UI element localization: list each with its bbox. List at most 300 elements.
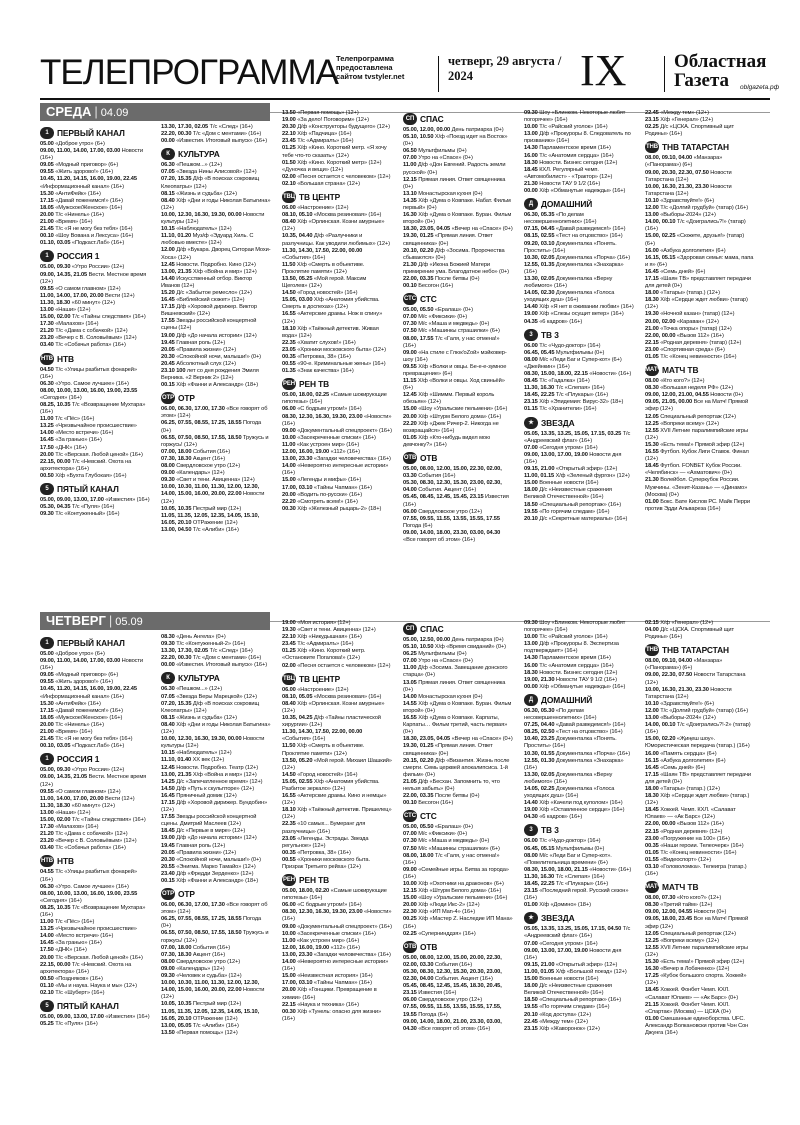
program-listing: 06.30 «Утро. Самое лучшее» (16+): [40, 380, 129, 387]
program-listing: 11.30, 18.30 «60 минут» (12+): [40, 802, 115, 809]
program-listing: 18.30 Х/ф «Сердце ждет любви» (татар.) (12+): [645, 793, 750, 807]
program-listing: 22.20, 00.30 Т/с «Дом с ментами» (16+): [161, 131, 262, 138]
program-listing: 18.45 КХЛ. Регулярный чемп. «Автомобилист» - «Трактор» (12+): [524, 166, 613, 180]
program-listing: 23.10 100 лет со дня рождения Эмиля Верника. «2 Верник 2» (12+): [161, 368, 259, 382]
program-listing: 20.55 «Энигма. Марко Тамайо» (12+): [161, 863, 256, 870]
program-listing: 22.10 Х/ф «Падчица» (16+): [282, 131, 352, 138]
program-listing: 07.30, 18.30 Акцент (16+): [161, 455, 226, 462]
program-listing: 12.45 Х/ф «Шиммм. Первый король обезьян» (12+): [403, 392, 495, 406]
program-listing: 08.15 «Жизнь и судьба» (12+): [161, 714, 237, 721]
channel-name: ЗВЕЗДА: [541, 913, 575, 924]
program-listing: 10.30, 01.55 Документалка «Порча» (16+): [524, 750, 631, 757]
program-listing: 08.40 Х/ф «Дни и годы Николая Батыгина» (12+): [161, 721, 271, 736]
channel-name: ЗВЕЗДА: [541, 417, 575, 428]
program-listing: 05.00, 08.00, 12.00, 15.00, 20.00, 22.30, 02.00, 03.30 События (16+): [403, 954, 502, 968]
program-listing: 03.40 Т/с «Собачья работа» (16+): [40, 342, 126, 349]
program-listing: 01.50 Х/ф «Кино. Короткий метр» (12+): [282, 159, 382, 166]
program-listing: 12.00, 16.00, 19.00 «112» (16+): [282, 449, 360, 456]
program-listing: 18.10 Х/ф «Таёжный детектив. Живая вода» (12+): [282, 325, 379, 339]
program-listing: 01.55 «Видеоспорт» (12+): [645, 856, 712, 863]
program-listing: 20.05 «Правила жизни» (12+): [161, 849, 237, 856]
site-url: oblgazeta.рф: [740, 84, 780, 91]
program-listing: 20.10, 02.20 Д/ф «Зосима. Пророчества сбываются» (0+): [403, 247, 505, 261]
program-listing: 22.10 Х/ф «Никудышная» (16+): [282, 634, 362, 641]
program-listing: 06.00 Т/с «Чудо-доктор» (16+): [524, 342, 601, 349]
program-listing: 19.00 Х/ф «Слезы осущит ветер» (16+): [524, 311, 624, 318]
program-listing: 23.15 «Последний герой. Русский сезон» (16+): [524, 888, 629, 902]
program-listing: 00.30 Х/ф «Тунель: опасно для жизни» (16+): [282, 1008, 382, 1022]
program-listing: 19.30 «Свет и тени. Авиценна» (12+): [282, 627, 376, 634]
program-listing: 03.40 Т/с «Собачья работа» (16+): [40, 845, 126, 852]
channel-logo-icon: ТВЦ: [282, 673, 296, 685]
program-listing: 09.30 Шоу «Блинком. Некоторые любят погорячее» (16+): [524, 110, 626, 124]
program-listing: 19.55 «По горячим следам» (16+): [524, 1004, 610, 1011]
program-listing: 23.15 Х/ф «Генерал» (12+): [645, 117, 714, 124]
channel-header: [40, 1000, 150, 1012]
program-listing: 09.00 «Календарь» (12+): [161, 470, 225, 477]
program-listing: 09.15, 21.00 «Открытый эфир» (12+): [524, 466, 618, 473]
program-listing: 06.00 Т/с «Чудо-доктор» (16+): [524, 838, 601, 845]
program-listing: 02.15 Х/ф «Генерал» (12+): [645, 620, 714, 626]
schedule-column: [161, 634, 271, 1112]
program-listing: 09.00 «Документальный спецпроект» (16+): [282, 923, 392, 930]
channel-logo-icon: 1: [40, 250, 54, 262]
program-listing: 02.25 «Супернинддзя» (16+): [403, 930, 476, 937]
program-listing: 12.15 Х/ф «Штурм Белого дома» (16+): [403, 888, 502, 895]
program-listing: 14.25 Д/с «Запечатленное время» (12+): [161, 778, 263, 785]
program-listing: 15.30 «Есть тема!» Прямой эфир (12+): [645, 959, 745, 966]
program-listing: 05.00, 12.50, 00.00 День патриарха (0+): [403, 637, 504, 643]
program-listing: 07.50 М/с «Машинкы страшилки» (6+): [403, 328, 500, 335]
program-listing: 00.15 Х/ф «Фанни и Александр» (18+): [161, 382, 259, 389]
program-listing: 00.50 Х/ф «Бухта Глубокая» (16+): [40, 472, 127, 479]
schedule-column: [645, 110, 755, 606]
program-listing: 15.05, 03.00 Х/ф «Анатомия убийства. Смерть в доспехах» (12+): [282, 297, 380, 311]
channel-name: СПАС: [420, 114, 444, 124]
program-listing: 13.50, 05.20 «Мой герой. Михаил Шашкий» (12+): [282, 757, 392, 771]
program-listing: 07.00 Утро на «Спасе» (0+): [403, 658, 473, 665]
channel-name: НТВ: [57, 353, 74, 364]
program-listing: 22.00, 03.35 После битвы (0+): [403, 793, 480, 800]
program-listing: 09.05, 21.05, 00.00 Все на Матч! Прямой эфир (12+): [645, 399, 749, 413]
program-listing: 09.00, 13.00, 17.00, 19.00 Новости дня (16+): [524, 451, 622, 465]
program-listing: 09.00, 12.00, 04.55 Новости (0+): [645, 909, 727, 916]
channel-name: НТВ: [57, 856, 74, 867]
program-listing: 19.00 «За дело! Поговорим» (12+): [282, 117, 369, 124]
program-listing: 20.05 «Правила жизни» (12+): [161, 346, 237, 353]
program-listing: 21.05 Д/ф «Бесхан. Запомнить то, что нельзя забыть» (0+): [403, 778, 500, 792]
program-listing: 17.15 Д/ф «Хоровой дирижер. Виктор Вишневский» (12+): [161, 304, 257, 318]
program-listing: 05.05, 13.35, 13.25, 15.05, 17.15, 03.25 Т/с «Андреевский флаг» (16+): [524, 430, 631, 444]
program-listing: 01.10 «Мы и наука. Наука и мы» (12+): [40, 982, 137, 989]
program-listing: 09.00, 12.00, 21.00, 04.55 Новости (0+): [645, 392, 743, 399]
program-listing: 18.00 Д/с «Неизвестные сражения Великой Отечественной» (16+): [524, 983, 612, 997]
program-listing: 05.10, 10.50 Х/ф «Время свиданий» (0+): [403, 644, 506, 651]
program-listing: 20.00 Х/ф «Штурм Белого дома» (16+): [403, 413, 502, 420]
program-listing: 09.00, 20.30, 22.30, 07.50 Новости Татарстана (12+): [645, 169, 732, 183]
program-listing: 07.00, 18.00 События (16+): [161, 944, 231, 951]
channel-header: [403, 623, 513, 635]
channel-logo-icon: ТНВ: [645, 644, 659, 656]
program-listing: 08.00, 07.30 «Кто кого?» (12+): [645, 895, 722, 902]
channel-logo-icon: 1: [40, 127, 54, 139]
program-listing: 11.00, 14.00, 17.00, 20.00 Вести (12+): [40, 292, 135, 299]
program-listing: 06.50 Мультфильмы (0+): [403, 148, 467, 155]
program-listing: 09.00, 11.00, 14.00, 17.00, 03.00 Новости (16+): [40, 658, 143, 672]
channel-header: [524, 198, 634, 210]
program-listing: 08.40 Х/ф «Орлинская. Козни амурные» (12+): [282, 219, 385, 233]
program-listing: 12.00 Д/ф «Букара. Дворец Ситораи Мохи-Хоса» (12+): [161, 247, 271, 261]
program-listing: 11.15 Х/ф «Волки и овцы. Ход свиньёй» (6+): [403, 378, 505, 392]
program-listing: 12.00 Т/с «Долгий грудбуй» (татар) (16+): [645, 707, 749, 714]
program-listing: 12.45 Новости. Подробно. Кино (12+): [161, 261, 256, 268]
masthead-divider: [438, 56, 439, 92]
program-listing: 16.00 «Азбука долголетия» (6+): [645, 247, 726, 254]
program-listing: 21.30 Новости ТАУ 9 1/2 (16+): [524, 180, 601, 187]
program-listing: 08.00 М/с «Леди Баг и Супер-кот» (6+): [524, 356, 622, 363]
program-listing: 08.40 Х/ф «Орлинская. Козни амурные» (12+): [282, 700, 385, 714]
program-listing: 08.00, 09.10, 04.00 «Манзара» («Панорама») (6+): [645, 658, 723, 672]
program-listing: 00.10 «Шоу Вована и Лексуса» (16+): [40, 233, 134, 240]
program-listing: 05.00, 05.50 «Ералаш» (0+): [403, 824, 473, 831]
program-listing: 23.05 «Легенды. Эстрады. Звезда регульное» (12+): [282, 835, 369, 849]
program-listing: 14.40 Искусственный отбор. Виктор Иванов (12+): [161, 275, 253, 289]
schedule-column: [524, 110, 634, 606]
program-listing: 08.15 «Жизнь и судьба» (12+): [161, 190, 237, 197]
program-listing: 09.00, 14.35, 21.05 Вести. Местное время (12+): [40, 271, 147, 285]
program-listing: 13.10 Монастырская кухня (0+): [403, 190, 483, 197]
program-listing: 17.15 «Давай поженимся!» (16+): [40, 197, 123, 204]
program-listing: «Джейнкин» (16+): [524, 363, 570, 370]
program-listing: 13.05 Прямая линия. Ответ священника (0+): [403, 679, 506, 693]
program-listing: 05.00, 18.00, 02.20 «Самые шокирующие гипотезы» (16+): [282, 888, 387, 902]
program-listing: 11.50 Х/ф «Смерть в объективе. Проклятие памяти» (12+): [282, 743, 365, 757]
program-listing: 10.15 «Наблюдатель» (12+): [161, 226, 232, 233]
program-listing: 21.15 Хоккей. Фонбет Чемп. КХЛ. «Спартак» (Москва) — ЦСКА (0+): [645, 1001, 731, 1015]
program-listing: 07.00 М/с «Фиксики» (0+): [403, 831, 468, 838]
program-listing: 11.30, 18.30 «60 минут» (12+): [40, 299, 115, 306]
channel-name: КУЛЬТУРА: [178, 149, 220, 160]
program-listing: 16.15, 05.15 «Здоровая семья: мама, папа и я» (6+): [645, 254, 754, 268]
program-listing: 01.00 Х/ф «Домино» (18+): [524, 902, 591, 909]
program-listing: 08.00, 18.00 Т/с «Галя, у нас отмена!» (16+): [403, 852, 500, 866]
program-listing: 19.00 Д/ф «До начала истории» (12+): [161, 835, 257, 842]
program-listing: 07.20, 15.35 Д/ф «В поисках сокровищ Клеопатры» (12+): [161, 176, 260, 190]
channel-logo-icon: ОТР: [161, 888, 175, 900]
channel-name: ДОМАШНИЙ: [541, 694, 593, 705]
program-listing: 09.00 «Календарь» (12+): [161, 965, 225, 972]
program-listing: 12.00 Т/с «Долгий грудбуй» (татар) (16+): [645, 205, 749, 212]
program-listing: 22.15, 00.00 Т/с «Невский. Охота на архитектора» (16+): [40, 961, 132, 975]
program-listing: 15.00, 02.25 «Сюжете, друзья!» (татар) (6+): [645, 233, 744, 247]
program-listing: 17.30 «Малахов» (16+): [40, 321, 99, 328]
program-listing: 18.30 Х/ф «Сердце ждет любви» (татар) (12+): [645, 297, 748, 311]
channel-name: ДОМАШНИЙ: [541, 199, 593, 210]
channel-header: [282, 673, 392, 685]
program-listing: 17.50 «ДНК» (16+): [40, 947, 87, 954]
program-listing: 09.00, 11.00, 14.00, 17.00, 03.00 Новости (16+): [40, 148, 143, 162]
program-listing: 20.00 Х/ф «Гонщики. Превращение в химии» (16+): [282, 987, 377, 1001]
program-listing: 16.45 «Семь дней» (6+): [645, 268, 706, 275]
program-listing: 10.00 Т/с «Райский уголок» (16+): [524, 124, 608, 131]
channel-header: [40, 250, 150, 262]
program-listing: 18.30, 23.05, 04.05 «Вечер на «Спасе» (0+): [403, 736, 513, 743]
channel-header: [645, 881, 755, 893]
channel-name: РОССИЯ 1: [57, 251, 100, 262]
program-listing: 14.30 Парламентское время (16+): [524, 145, 611, 152]
program-listing: 00.50 «Поздняков» (16+): [40, 975, 103, 982]
channel-header: [645, 644, 755, 656]
program-listing: 12.05 Специальный репортаж (12+): [645, 930, 736, 937]
program-listing: 09.00, 22.30, 07.50 Новости Татарстана (12+): [645, 672, 746, 686]
program-listing: 09.00, 13.00, 17.00, 19.00 Новости дня (16+): [524, 947, 622, 961]
program-listing: 18.10 Х/ф «Таёжный детектив. Пришелец» (12+): [282, 807, 392, 821]
channel-logo-icon: СП: [403, 113, 417, 125]
program-listing: 10.35, 04.40 Д/ф «Разлучники и разлучницы. Как уводили любимых» (12+): [282, 233, 390, 247]
program-listing: 14.30 Парламентское время (16+): [524, 655, 611, 662]
program-listing: 19.00, 21.30 Новости ТАУ 9 1/2 (16+): [524, 676, 617, 683]
program-listing: 09.00 «Документальный спецпроект» (16+): [282, 427, 392, 434]
program-listing: 13.00 «Выборы-2024» (12+): [645, 212, 716, 219]
program-listing: 10.15 «Наблюдатель» (12+): [161, 750, 232, 757]
program-listing: 16.55 «Актерские драмы. Кино и немцы» (12+): [282, 793, 387, 807]
channel-name: ПЕРВЫЙ КАНАЛ: [57, 128, 125, 138]
program-listing: 14.00, 00.10 Т/с «Доигрались?!» (татар) (16+): [645, 219, 746, 233]
program-listing: 05.30, 08.30, 12.30, 15.30, 20.30, 23.00, 02.30, 04.00 События. Акцент (16+): [403, 968, 502, 983]
program-listing: 10.00, 12.30, 16.30, 19.30, 00.00 Новости культуры (12+): [161, 736, 265, 750]
program-listing: 01.15 Т/с «Хранители» (16+): [524, 406, 597, 413]
program-listing: 02.10 Т/с «Шуберт» (16+): [40, 990, 105, 997]
program-listing: 17.00, 03.10 «Тайны Чапман» (16+): [282, 980, 372, 987]
program-listing: 20.15, 02.20 Д/ф «Византия. Жизнь после смерти. Семь церквей апокалипсиса. 1-й фильм» (0+): [403, 757, 510, 778]
channel-logo-icon: Д: [524, 198, 538, 210]
channel-logo-icon: СТС: [403, 293, 417, 305]
channel-header: [40, 353, 150, 365]
program-listing: 09.55 «О самом главном» (12+): [40, 788, 121, 795]
program-listing: 22.45 «Между тем» (12+): [645, 110, 709, 116]
program-listing: 22.20 «Смотреть всем!» (16+): [282, 498, 358, 505]
program-listing: 05.00 «Доброе утро» (6+): [40, 651, 105, 657]
program-listing: 14.00 Монастырская кухня (0+): [403, 693, 483, 700]
program-listing: 12.55 XVII Летние паралимпийские игры (12+): [645, 944, 748, 958]
program-listing: 11.30, 16.30 Т/с «Слепая» (16+): [524, 385, 605, 392]
program-listing: 14.55 Х/ф «Дума о Ковпаке. Буран. Фильм второй» (0+): [403, 700, 512, 714]
channel-logo-icon: К: [161, 148, 175, 160]
program-listing: 00.10 Бесогон (16+): [403, 283, 454, 290]
program-listing: 19.30, 01.25 «Прямая линия. Ответ священника» (0+): [403, 233, 493, 247]
program-listing: 21.45 Т/с «Я не могу без тебя» (16+): [40, 226, 133, 233]
program-listing: 11.05, 11.35, 12.05, 12.35, 14.05, 15.10, 16.05, 20.10 ОТРажение (12+): [161, 512, 260, 526]
schedule-column: [282, 110, 392, 606]
channel-logo-icon: ТНВ: [645, 141, 659, 153]
program-listing: 15.30 «АнтиФейк» (16+): [40, 190, 101, 197]
program-listing: 06.00 «Настроение» (12+): [282, 686, 349, 693]
channel-name: ПЯТЫЙ КАНАЛ: [57, 484, 119, 495]
program-listing: 13.00 «Выборы-2024» (12+): [645, 715, 716, 722]
program-listing: 10.00, 16.30, 21.30, 23.30 Новости Татарстана (12+): [645, 686, 732, 700]
program-listing: 01.05 Х/ф «Кто-нибудь видел мою девчонку?» (16+): [403, 434, 491, 448]
program-listing: 06.25, 07.55, 08.55, 17.25, 18.55 Погода (0+): [161, 420, 262, 434]
program-listing: 12.05 Специальный репортаж (12+): [645, 413, 736, 420]
program-listing: 07.00 М/с «Фиксики» (0+): [403, 314, 468, 321]
program-listing: 11.00 «Как устроен мир» (16+): [282, 937, 360, 944]
program-listing: 16.00 Т/с «Анатомия сердца» (16+): [524, 152, 614, 159]
program-listing: 10.10 «Здравствуйте!» (6+): [645, 700, 715, 707]
program-listing: 00.10 Бесогон (16+): [403, 800, 454, 807]
channel-name: ПЕРВЫЙ КАНАЛ: [57, 638, 125, 648]
program-listing: 11.05, 11.35, 12.05, 12.35, 14.05, 15.10, 16.05, 20.10 ОТРажение (12+): [161, 1008, 260, 1022]
program-listing: 06.00 «Настроение» (12+): [282, 205, 349, 212]
page-number: IX: [580, 46, 627, 95]
program-listing: 12.55, 01.30 Документалка «Знахарка» (16+): [524, 757, 624, 771]
program-listing: 09.55 «О самом главном» (12+): [40, 285, 121, 292]
program-listing: 11.50 Х/ф «Смерть в объективе. Проклятие памяти» (12+): [282, 261, 365, 275]
program-listing: 05.00, 05.50 «Ералаш» (0+): [403, 307, 473, 314]
program-listing: 14.00 «Невероятно интересные истории» (16+): [282, 463, 389, 477]
program-listing: 00.00 Х/ф «Обманутые надежды» (16+): [524, 188, 626, 195]
program-listing: 00.15 Х/ф «Фанни и Александр» (18+): [161, 878, 259, 884]
channel-header: [403, 293, 513, 305]
program-listing: 20.45 Абсолютный слух (12+): [161, 360, 236, 367]
program-listing: 22.35 «Хватит слухов!» (16+): [282, 339, 356, 346]
program-listing: 06.25 Мультфильмы (0+): [403, 651, 467, 658]
program-listing: 16.55 Футбол. Кубок Лиги Ставок. Финал (12+): [645, 449, 749, 463]
program-listing: 15.05, 02.55 Х/ф «Анатомия убийства. Разбитое зеркало» (12+): [282, 778, 380, 792]
program-listing: 10.05, 10.35 Пестрый мир (12+): [161, 505, 242, 512]
program-listing: 08.00 Свердловское утро (12+): [161, 463, 241, 470]
program-listing: 23.15 Х/ф «Эпидемия: Вирус-32» (18+): [524, 399, 624, 406]
program-listing: 07.00, 18.00 События (16+): [161, 448, 231, 455]
program-listing: 00.00 Х/ф «Обманутые надежды» (16+): [524, 683, 626, 690]
program-listing: 07.30 М/с «Маша и медведь» (0+): [403, 321, 490, 328]
program-listing: 13.30, 02.05 Документалка «Верну любимого» (16+): [524, 275, 613, 290]
program-listing: 14.40 Х/ф «Я нет в оживании любви» (16+): [524, 304, 634, 311]
program-listing: 18.05 «Мужское/Женское» (16+): [40, 204, 123, 211]
program-listing: 13.50 «Первая помощь» (12+): [282, 110, 359, 116]
program-listing: 06.25, 07.55, 08.55, 17.25, 18.55 Погода (0+): [161, 916, 262, 930]
channel-logo-icon: ОТР: [161, 392, 175, 404]
program-listing: 09.30 «Человек и судьба» (12+): [161, 973, 242, 980]
program-listing: 20.00 Т/с «Верская. Любой ценой» (16+): [40, 451, 143, 458]
program-listing: 00.35 «Петровка, 38» (16+): [282, 354, 351, 360]
program-listing: 08.00 «Кто кого?» (12+): [645, 378, 705, 385]
program-listing: 16.45 «За гранью» (16+): [40, 940, 102, 947]
program-listing: 08.30, 15.00, 18.00, 22.15 «Новости» (16+): [524, 371, 632, 377]
program-listing: 08.00, 09.10, 04.00 «Манзара» («Панорама») (6+): [645, 155, 723, 169]
program-listing: 20.00, 02.00 «Караван» (12+): [645, 318, 719, 325]
program-listing: 01.00 Смешанные единоборства. UFC. Александр Волкановски против Чэн Сон Джунга (16+): [645, 1015, 749, 1036]
channel-name: МАТЧ ТВ: [662, 365, 699, 376]
program-listing: 04.35 «6 кадров» (16+): [524, 318, 583, 325]
program-listing: 23.15 Х/ф «Жаворонок» (12+): [524, 1025, 600, 1032]
program-listing: 17.25 «Кубок большого спорта. Хоккей» (12+): [645, 973, 747, 987]
program-listing: 20.30 Д/ф «Конструкторы будущего» (12+): [282, 124, 390, 131]
program-listing: 00.35 «Петровка, 38» (16+): [282, 849, 351, 856]
channel-name: ТНВ ТАТАРСТАН: [662, 645, 729, 656]
program-listing: 18.05 «Мужское/Женское» (16+): [40, 714, 123, 721]
program-listing: 10.30, 02.05 Документалка «Порча» (16+): [524, 254, 631, 261]
program-listing: 18.45 Хоккей. Фонбет Чемп. КХЛ. «Салават Юлаев» — «Ак Барс» (0+): [645, 987, 739, 1001]
schedule-column: [282, 620, 392, 1112]
program-listing: 15.00 «Шоу «Уральские пельмени» (16+): [403, 406, 508, 413]
program-listing: 13.25 «Чрезвычайное происшествие»: [40, 926, 137, 933]
channel-header: [40, 753, 150, 765]
program-listing: 19.00 Д/ф «До начала истории» (12+): [161, 332, 257, 339]
program-listing: 00.00 «Известия. Итоговый выпуск» (16+): [161, 662, 268, 669]
program-listing: 02.25 Д/с «ЦСКА. Спортивный щит Родины» (16+): [645, 124, 734, 138]
program-listing: 11.30, 14.30, 17.50, 22.00, 00.00 «События» (16+): [282, 247, 363, 261]
channel-header: [40, 637, 150, 649]
program-listing: 00.25 Х/ф «Мастер Z. Наследие ИП Мана» (16+): [403, 916, 513, 930]
channel-logo-icon: РЕН: [282, 874, 296, 886]
program-listing: 05.05, 13.35, 13.25, 15.05, 17.15, 04.50 Т/с «Андреевский флаг» (16+): [524, 926, 631, 940]
channel-name: СПАС: [420, 624, 444, 634]
program-listing: 00.35 «Наши героии. Телеочерк» (16+): [645, 842, 744, 849]
program-listing: 06.45, 05.45 Мультфильмы (0+): [524, 349, 605, 356]
program-listing: 14.00 «Место встречи» (16+): [40, 430, 114, 437]
program-listing: 04.50 Т/с «Улицы разбитых фонарей» (16+): [40, 366, 137, 380]
channel-name: ТВ 3: [541, 825, 559, 836]
program-listing: 13.00, 23.30 «Загадки человечества» (16+): [282, 456, 391, 463]
program-listing: 17.15 «Давай поженимся!» (16+): [40, 707, 123, 714]
program-listing: 13.00 «Наши» (12+): [40, 809, 91, 816]
program-listing: 03.10 «Головоломка». Телеигра (татар.) (16+): [645, 864, 747, 878]
channel-header: [524, 824, 634, 836]
program-listing: 22.20, 00.30 Т/с «Дом с ментами» (16+): [161, 655, 262, 662]
section-title: ТЕЛЕПРОГРАММА: [40, 53, 338, 92]
program-listing: 05.25 Т/с «Пуля» (16+): [40, 1021, 98, 1028]
program-listing: 15.30 «Есть тема!» Прямой эфир (12+): [645, 441, 745, 448]
program-listing: 16.00 «Память сердца» (6+): [645, 750, 717, 757]
program-listing: 14.50 «Город новостей» (16+): [282, 771, 358, 778]
program-listing: 08.25, 02.50 «Тест на отцовство» (16+): [524, 729, 623, 736]
program-listing: 20.00 Х/ф «Люди Икс-2» (12+): [403, 902, 480, 909]
program-listing: 08.15, 02.55 «Тест на отцовство» (16+): [524, 233, 623, 240]
program-listing: 12.55, 01.35 Документалка «Знахарка» (16+): [524, 261, 624, 275]
program-listing: 21.00 «Время» (16+): [40, 729, 93, 736]
channel-header: [161, 888, 271, 900]
program-listing: 11.00 Т/с «Пёс» (16+): [40, 416, 95, 423]
program-listing: 08.10, 05.10 «Москва резиновая» (16+): [282, 212, 382, 219]
program-listing: 10.45, 11.20, 14.15, 16.00, 19.00, 22.45 «Информационный канал» (16+): [40, 176, 137, 190]
program-listing: 11.00, 01.15 Х/ф «Зеленый фургон» (12+): [524, 473, 630, 480]
program-listing: 06.00 «С бодрым утром!» (16+): [282, 406, 362, 413]
channel-name: МАТЧ ТВ: [662, 882, 699, 893]
program-listing: 00.10, 03.05 «Подкаст.Лаб» (16+): [40, 743, 125, 750]
program-listing: 10.45, 11.20, 14.15, 16.00, 19.00, 22.45 «Информационный канал» (16+): [40, 686, 137, 700]
program-listing: 11.00, 14.00, 17.00, 20.00 Вести (12+): [40, 795, 135, 802]
channel-header: [403, 452, 513, 464]
program-listing: 17.15 Д/ф «Хоровой дирижер. Бундобин» (12+): [161, 799, 268, 814]
program-listing: 19.00 Х/ф «Оставленное сердце» (16+): [524, 807, 625, 814]
program-listing: 11.00 Т/с «Пёс» (16+): [40, 919, 95, 926]
channel-logo-icon: 3: [524, 329, 538, 341]
program-listing: 23.20 «Вечер с В. Соловьёвым» (12+): [40, 838, 137, 845]
program-listing: 17.00, 03.10 «Тайны Чапман» (16+): [282, 484, 372, 491]
program-listing: 13.00, 05.05 Т/с «Алиби» (16+): [161, 1022, 239, 1029]
program-listing: 14.50 «Город новостей» (16+): [282, 290, 358, 297]
logo-line1: Областная: [674, 51, 767, 72]
program-listing: 15.00 «Легенды и мифы» (16+): [282, 477, 362, 484]
schedule-column: [161, 124, 271, 606]
program-listing: 23.00 «Погружение на 100» (16+): [645, 835, 730, 842]
program-listing: 11.30, 16.30 Т/с «Слепая» (16+): [524, 873, 605, 880]
program-listing: 15.00, 02.00 Т/с «Тайны следствия» (16+): [40, 816, 146, 823]
channel-header: [403, 113, 513, 125]
program-listing: 11.00 «Как устроен мир» (16+): [282, 441, 360, 448]
program-listing: 10.00 Т/с «Райский уголок» (16+): [524, 634, 608, 641]
program-listing: 19.45 Главная роль (12+): [161, 339, 226, 346]
